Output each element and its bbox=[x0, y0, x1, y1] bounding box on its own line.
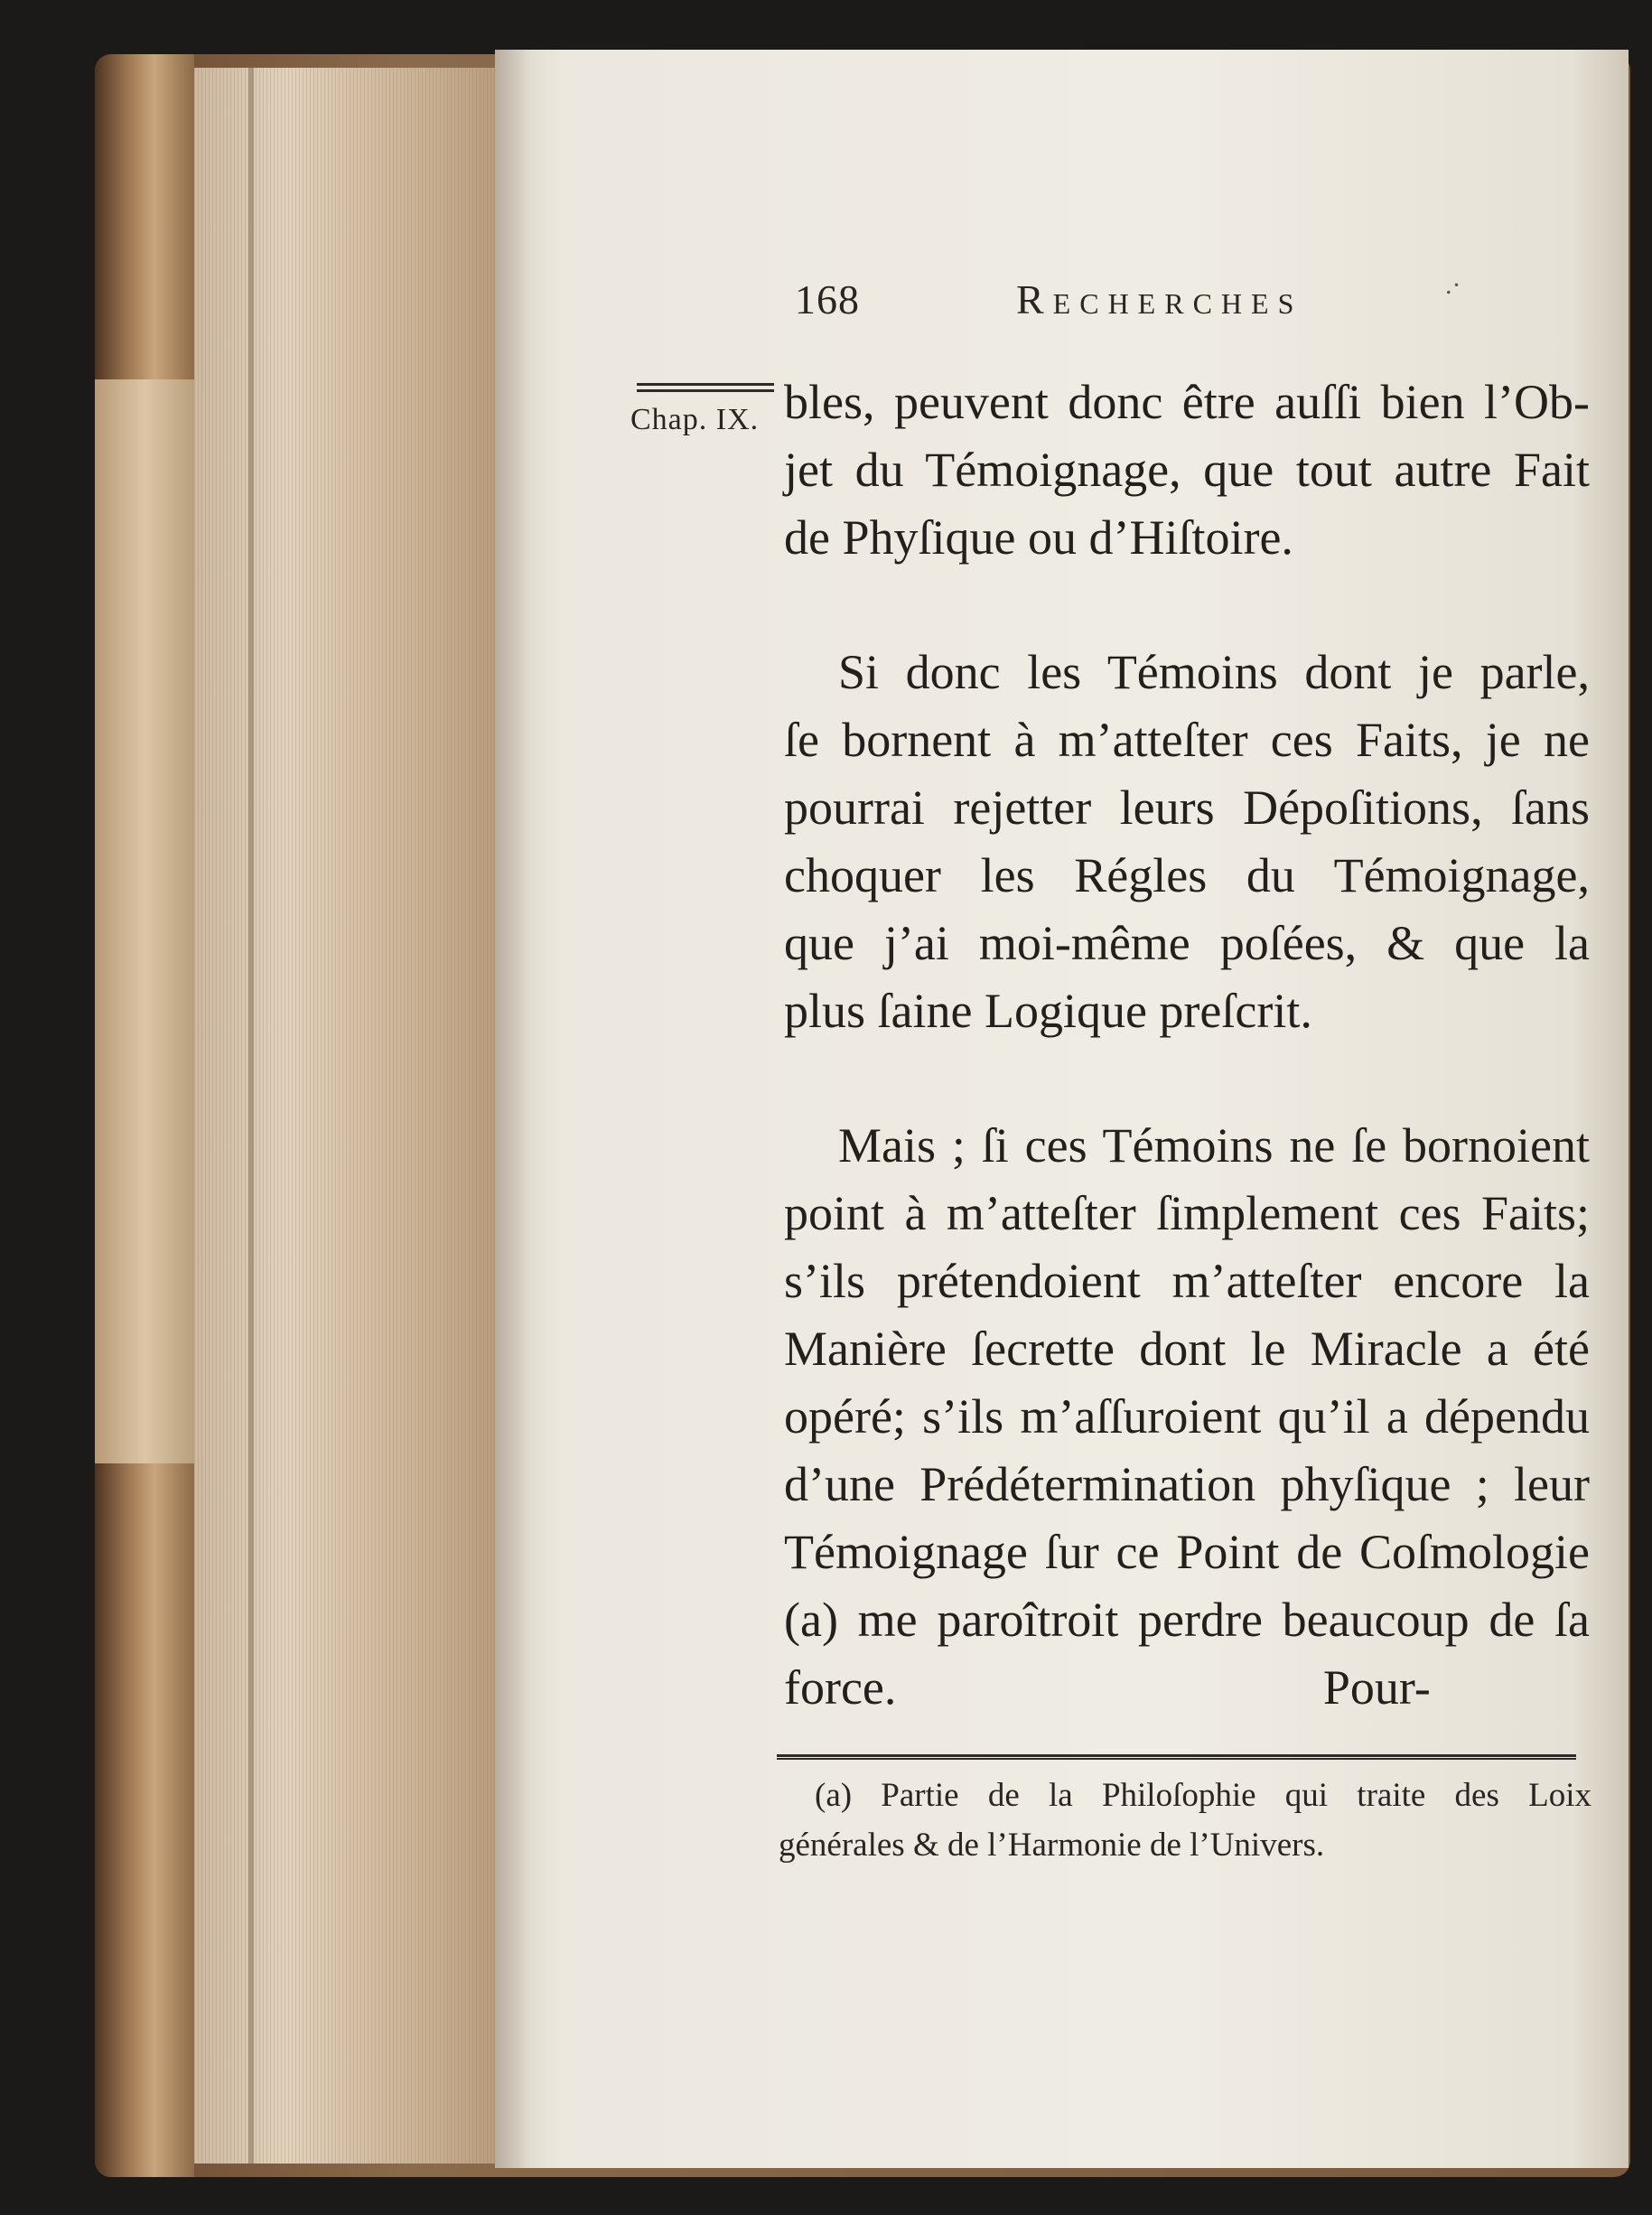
page-number: 168 bbox=[795, 276, 860, 322]
text-line: Manière ſecrette dont le Miracle a été bbox=[784, 1322, 1590, 1376]
text-line: Témoignage ſur ce Point de Coſmologie bbox=[784, 1525, 1590, 1579]
text-line: s’ils prétendoient m’atteſter encore la bbox=[784, 1254, 1590, 1308]
text-line: point à m’atteſter ſimplement ces Faits; bbox=[784, 1186, 1590, 1240]
text-line: jet du Témoignage, que tout autre Fait bbox=[784, 443, 1590, 497]
margin-rule-bottom bbox=[637, 389, 774, 392]
text-line: d’une Prédétermination phyſique ; leur bbox=[784, 1457, 1590, 1511]
gutter-shadow bbox=[495, 50, 531, 2168]
main-text bbox=[784, 369, 1590, 1722]
running-head bbox=[795, 270, 1499, 339]
footnote-rule bbox=[777, 1754, 1576, 1760]
footnote-line: (a) Partie de la Philoſophie qui traite des Loix bbox=[815, 1777, 1591, 1814]
text-line: plus ſaine Logique preſcrit. bbox=[784, 984, 1312, 1038]
text-line: (a) me paroîtroit perdre beaucoup de ſa bbox=[784, 1593, 1590, 1647]
running-title: Recherches bbox=[1016, 276, 1303, 322]
text-line: bles, peuvent donc être auſſi bien l’Ob- bbox=[784, 375, 1590, 429]
footnote bbox=[779, 1771, 1591, 1870]
footnote-line: générales & de l’Harmonie de l’Univers. bbox=[779, 1827, 1325, 1864]
margin-rule-top bbox=[637, 383, 774, 386]
text-line: ſe bornent à m’atteſter ces Faits, je ne bbox=[784, 713, 1590, 767]
text-line: Mais ; ſi ces Témoins ne ſe bornoient bbox=[838, 1118, 1590, 1173]
text-line: que j’ai moi-même poſées, & que la bbox=[784, 916, 1590, 970]
running-mark: .· bbox=[1445, 270, 1461, 300]
text-line: force. Pour- bbox=[784, 1660, 1431, 1715]
text-line: Si donc les Témoins dont je parle, bbox=[838, 645, 1590, 699]
chapter-margin-note: Chap. IX. bbox=[630, 403, 760, 436]
cover-vellum-band bbox=[95, 379, 194, 1463]
text-line: de Phyſique ou d’Hiſtoire. bbox=[784, 510, 1293, 565]
text-line: pourrai rejetter leurs Dépoſitions, ſans bbox=[784, 780, 1590, 835]
page-edges bbox=[194, 68, 501, 2164]
text-line: opéré; s’ils m’aſſuroient qu’il a dépendu bbox=[784, 1389, 1590, 1444]
text-line: choquer les Régles du Témoignage, bbox=[784, 848, 1590, 902]
